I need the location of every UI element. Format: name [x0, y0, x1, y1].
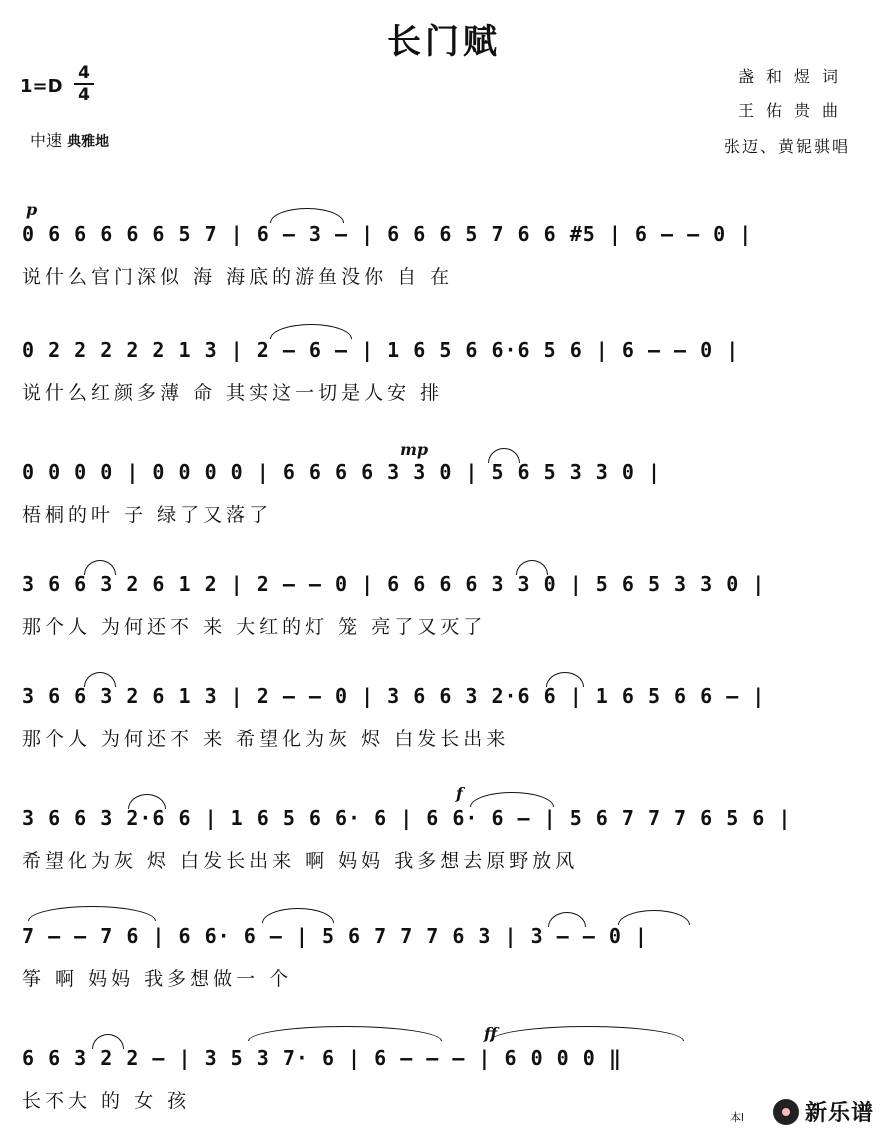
slur [270, 324, 352, 339]
score-row-7 [0, 924, 888, 994]
site-logo [773, 1096, 874, 1127]
dynamic-mark: f [456, 784, 463, 803]
slur [262, 908, 334, 923]
record-disc-icon [773, 1099, 799, 1125]
time-signature [74, 64, 94, 104]
footer-small-text: 本l [729, 1111, 744, 1124]
slur [618, 910, 690, 925]
score-row-4 [0, 572, 888, 642]
lyric-line: 那个人 为何还不 来 希望化为灰 烬 白发长出来 [22, 728, 510, 750]
logo-text: 新乐谱 [804, 1101, 874, 1126]
lyric-line: 筝 啊 妈妈 我多想做一 个 [22, 968, 293, 990]
slur [270, 208, 344, 223]
dynamic-mark: mp [400, 440, 429, 459]
slur [490, 1026, 684, 1041]
notation-line: 6 6 3 2 2 – | 3 5 3 7· 6 | 6 – – – | 6 0 0 0 ‖ [22, 1046, 622, 1070]
slur [248, 1026, 442, 1041]
key-signature: 1=D [20, 76, 63, 97]
notation-line: 3 6 6 3 2 6 1 3 | 2 – – 0 | 3 6 6 3 2·6 6 | 1 6 5 6 6 – | [22, 684, 766, 708]
lyric-line: 希望化为灰 烬 白发长出来 啊 妈妈 我多想去原野放风 [22, 850, 579, 872]
score-row-1 [0, 200, 888, 292]
notation-line: 7 – – 7 6 | 6 6· 6 – | 5 6 7 7 7 6 3 | 3 – – 0 | [22, 924, 648, 948]
lyricist-credit: 盏和煜词 [737, 67, 850, 86]
dynamic-mark: p [26, 200, 38, 219]
notation-line: 0 0 0 0 | 0 0 0 0 | 6 6 6 6 3 3 0 | 5 6 5 3 3 0 | [22, 460, 662, 484]
lyric-line: 梧桐的叶 子 绿了又落了 [22, 504, 273, 526]
tempo-speed: 中速 [30, 131, 63, 150]
lyric-line: 说什么红颜多薄 命 其实这一切是人安 排 [22, 382, 444, 404]
slur [470, 792, 554, 807]
dynamic-mark: ff [484, 1024, 498, 1043]
lyric-line: 说什么官门深似 海 海底的游鱼没你 自 在 [22, 266, 454, 288]
score-row-3 [0, 440, 888, 530]
notation-line: 3 6 6 3 2·6 6 | 1 6 5 6 6· 6 | 6 6· 6 – | 5 6 7 7 7 6 5 6 | [22, 806, 792, 830]
notation-line: 0 6 6 6 6 6 5 7 | 6 – 3 – | 6 6 6 5 7 6 6 #5 | 6 – – 0 | [22, 222, 753, 246]
composer-credit: 王佑贵曲 [737, 101, 850, 120]
notation-line: 0 2 2 2 2 2 1 3 | 2 – 6 – | 1 6 5 6 6·6 5 6 | 6 – – 0 | [22, 338, 740, 362]
lyric-line: 长不大 的 女 孩 [22, 1090, 191, 1112]
score-row-8 [0, 1024, 888, 1116]
notation-line: 3 6 6 3 2 6 1 2 | 2 – – 0 | 6 6 6 6 3 3 0 | 5 6 5 3 3 0 | [22, 572, 766, 596]
time-bottom: 4 [78, 85, 90, 105]
song-title: 长门赋 [387, 22, 501, 62]
tempo-style: 典雅地 [67, 134, 110, 150]
tempo-marking [30, 128, 109, 151]
lyric-line: 那个人 为何还不 来 大红的灯 笼 亮了又灭了 [22, 616, 487, 638]
score-row-5 [0, 684, 888, 754]
slur [28, 906, 156, 921]
singer-credit: 张迈、黄铌骐唱 [723, 137, 850, 156]
score-row-6 [0, 784, 888, 876]
score-row-2 [0, 338, 888, 408]
time-top: 4 [78, 63, 90, 83]
